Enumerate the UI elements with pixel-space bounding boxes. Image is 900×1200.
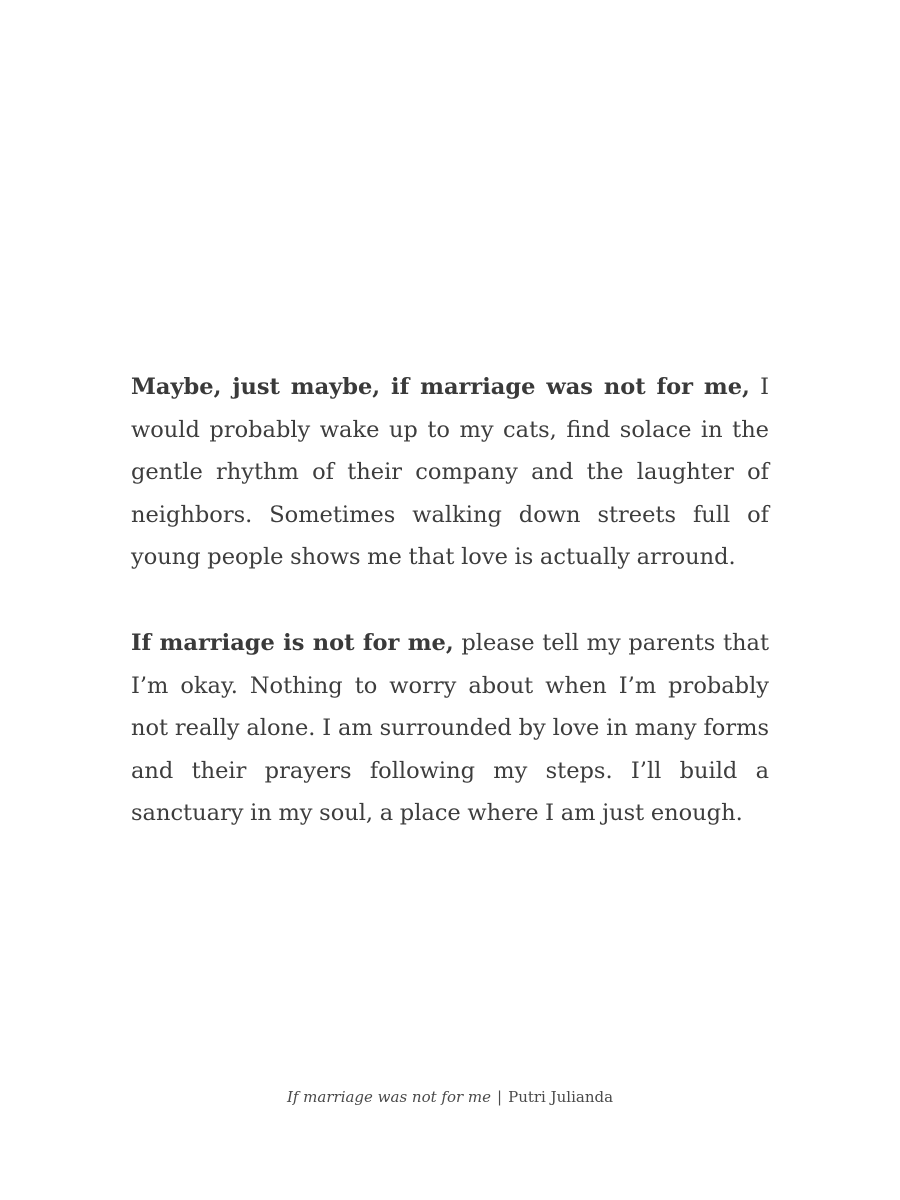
paragraph-1-lead: Maybe, just maybe, if marriage was not for me, [131,374,750,400]
paragraph-1-text: I would probably wake up to my cats, find solace in the gentle rhythm of their company and the laughter of neighbors. Sometimes walking down streets full of young people shows me that love is actually arround. [131,374,769,571]
page-body [131,366,769,835]
paragraph-2-text: please tell my parents that I’m okay. Nothing to worry about when I’m probably not really alone. I am surrounded by love in many forms and their prayers following my steps. I’ll build a sanctuary in my soul, a place where I am just enough. [131,629,769,827]
footer-separator: | [497,1088,503,1106]
paragraph-2-lead: If marriage is not for me, [131,629,454,656]
paragraph-2 [131,622,769,835]
footer-book-title: If marriage was not for me [286,1088,492,1106]
paragraph-1 [131,366,769,579]
footer-author: Putri Julianda [508,1088,614,1106]
page-footer [0,1087,900,1107]
